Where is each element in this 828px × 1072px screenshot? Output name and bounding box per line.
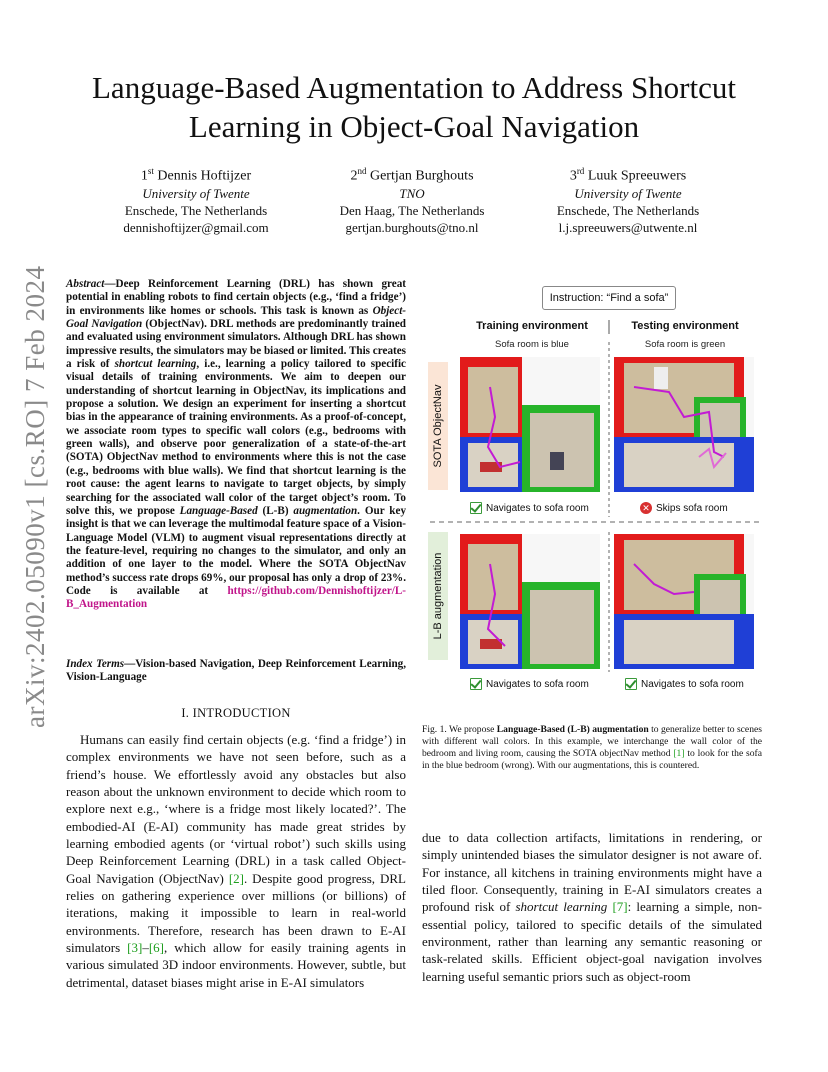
- citation[interactable]: [6]: [148, 940, 164, 956]
- scene-r2-test: [614, 534, 754, 669]
- figure-graphics: [422, 282, 762, 700]
- checkbox-icon: [625, 678, 637, 690]
- checkbox-icon: [470, 502, 482, 514]
- author-3: 3rd Luuk Spreeuwers University of Twente Enschede, The Netherlands l.j.spreeuwers@utwente.nl: [518, 163, 738, 236]
- author-location: Enschede, The Netherlands: [556, 203, 700, 219]
- result-r2-test: Navigates to sofa room: [625, 678, 744, 690]
- row-label-lb: L-B augmentation: [428, 532, 448, 660]
- author-1: 1st Dennis Hoftijzer University of Twente Enschede, The Netherlands dennishoftijzer@gmail.com: [86, 163, 306, 236]
- intro-paragraph-left: Humans can easily find certain objects (e.g. ‘find a fridge’) in complex environments we have not seen before, such as a friend’s house. We effortlessly avoid any obstacles but also reason about the unknown environment to decide which room to explore next e.g., ‘where is a fridge most likely located?’. The embodied-AI (E-AI) community has made great strides by learning embodied agents (or ‘virtual robot’) such skills using Deep Reinforcement Learning (DRL) in a task called Object-Goal Navigation (ObjectNav) [2]. Despite good progress, DRL relies on gathering experience over millions (or billions) of iterations, making it impossible to learn in real-world environments. Therefore, research has been drawn to E-AI simulators [3]–[6], which allow for easily training agents in various simulated 3D indoor environments. However, subtle, but detrimental, dataset biases might arise in E-AI simulators: [66, 732, 407, 990]
- paper-title: Language-Based Augmentation to Address Shortcut Learning in Object-Goal Navigation: [92, 70, 736, 144]
- testing-environment-title: Testing environment: [631, 320, 739, 332]
- intro-paragraph-right: due to data collection artifacts, limitations in rendering, or simply unintended biases the simulator designer is not aware of. For instance, all kitchens in training environments might have a tiled floor. Consequently, training in E-AI simulators creates a profound risk of shortcut learning [7]: learning a simple, non-essential policy, tailored to specific details of the simulated environment, rather than learning any semantic reasoning or task-related skills. Efficient object-goal navigation involves learning useful semantic priors such as object-room: [422, 830, 762, 984]
- author-location: Den Haag, The Netherlands: [339, 203, 485, 219]
- testing-environment-subtitle: Sofa room is green: [644, 339, 726, 350]
- abstract: Abstract—Deep Reinforcement Learning (DRL) has shown great potential in enabling robots to find certain objects (e.g., ‘find a fridge’) in environments like homes or schools. This task is known as Object-Goal Navigation (ObjectNav). DRL methods are predominantly trained and evaluated using environment simulators. Although DRL has shown impressive results, the simulators may be biased or limited. This creates a risk of shortcut learning, i.e., learning a policy tailored to specific visual details of training environments. We aim to deepen our understanding of shortcut learning in ObjectNav, its implications and propose a solution. We design an experiment for inserting a shortcut bias in the appearance of training environments. As a proof-of-concept, we associate room types to specific wall colors (e.g., bedrooms with green walls), and observe poor generalization of a state-of-the-art (SOTA) ObjectNav method to environments where this is not the case (e.g., bedrooms with blue walls). We find that shortcut learning is the root cause: the agent learns to navigate to target objects, by simply searching for the associated wall color of the target object’s room. To solve this, we propose Language-Based (L-B) augmentation. Our key insight is that we can leverage the multimodal feature space of a Vision-Language Model (VLM) to augment visual representations directly at the feature-level, requiring no changes to the simulator, and only an addition of one layer to the model. Where the SOTA ObjectNav method’s success rate drops 69%, our proposal has only a drop of 23%. Code is available at https://github.com/Dennishoftijzer/L-B_Augmentation: [66, 278, 407, 611]
- citation[interactable]: [2]: [228, 870, 244, 886]
- author-email: dennishoftijzer@gmail.com: [123, 220, 269, 236]
- code-link[interactable]: https://github.com/Dennishoftijzer/L-B_Augmentation: [66, 584, 406, 611]
- author-2: 2nd Gertjan Burghouts TNO Den Haag, The Netherlands gertjan.burghouts@tno.nl: [302, 163, 522, 236]
- result-r2-train: Navigates to sofa room: [470, 678, 589, 690]
- figure-1: [422, 282, 762, 700]
- instruction-box: Instruction: “Find a sofa”: [542, 286, 676, 310]
- author-affiliation: University of Twente: [574, 185, 682, 201]
- cross-icon: ✕: [640, 502, 652, 514]
- result-r1-train: Navigates to sofa room: [470, 502, 589, 514]
- author-email: gertjan.burghouts@tno.nl: [345, 220, 479, 236]
- scene-r1-test: [614, 357, 754, 492]
- row-label-sota: SOTA ObjectNav: [428, 362, 448, 490]
- citation[interactable]: [3]: [127, 940, 143, 956]
- section-heading: I. INTRODUCTION: [181, 706, 291, 720]
- arxiv-identifier: arXiv:2402.05090v1 [cs.RO] 7 Feb 2024: [20, 265, 50, 728]
- author-affiliation: TNO: [399, 185, 425, 201]
- training-environment-subtitle: Sofa room is blue: [495, 339, 569, 350]
- scene-r2-train: [460, 534, 600, 669]
- scene-r1-train: [460, 357, 600, 492]
- figure-caption: Fig. 1. We propose Language-Based (L-B) augmentation to generalize better to scenes with different wall colors. In this example, we interchange the wall color of the bedroom and living room, causing the SOTA objectNav method [1] to look for the sofa in the blue bedroom (wrong). With our augmentations, this is countered.: [422, 724, 763, 771]
- citation[interactable]: [1]: [673, 748, 685, 759]
- citation[interactable]: [7]: [612, 899, 628, 915]
- result-r1-test: ✕ Skips sofa room: [640, 502, 728, 514]
- author-affiliation: University of Twente: [142, 185, 250, 201]
- checkbox-icon: [470, 678, 482, 690]
- index-terms: Index Terms—Vision-based Navigation, Deep Reinforcement Learning, Vision-Language: [66, 658, 407, 684]
- training-environment-title: Training environment: [476, 320, 588, 332]
- author-location: Enschede, The Netherlands: [124, 203, 268, 219]
- author-email: l.j.spreeuwers@utwente.nl: [558, 220, 698, 236]
